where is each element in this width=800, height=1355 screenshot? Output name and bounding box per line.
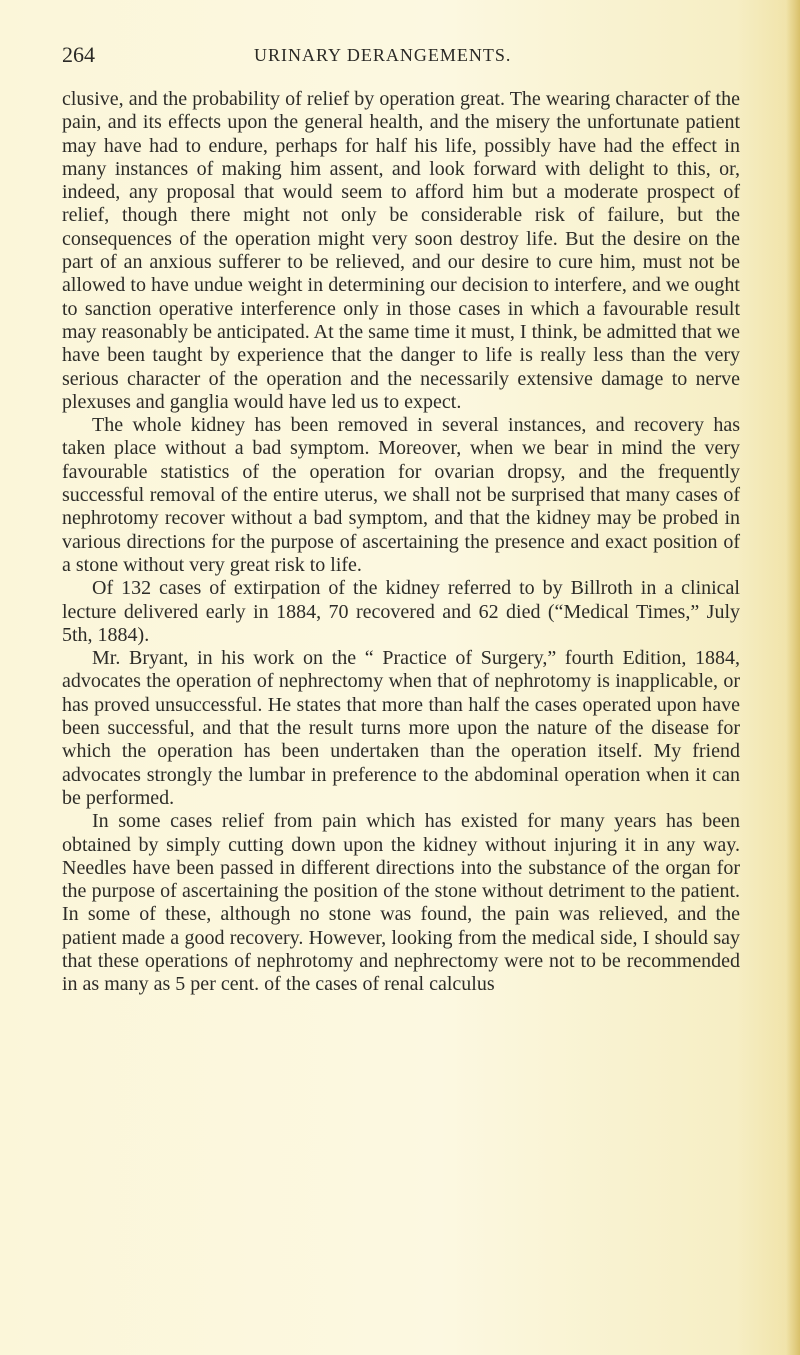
- page-edge: [786, 0, 800, 1355]
- paragraph: clusive, and the probability of relief by operation great. The wearing character of the pain, and its effects upon the general health, and the misery the unfortunate patient may have had to endure, perhaps for half his life, possibly have had the effect in many instances of making him assent, and look forward with delight to this, or, indeed, any proposal that would seem to afford him but a moderate prospect of relief, though there might not only be considerable risk of failure, but the consequences of the operation might very soon destroy life. But the desire on the part of an anxious sufferer to be relieved, and our desire to cure him, must not be allowed to have undue weight in determining our decision to interfere, and we ought to sanction operative interference only in those cases in which a favourable result may reasonably be anticipated. At the same time it must, I think, be admitted that we have been taught by experience that the danger to life is really less than the very serious character of the operation and the necessarily extensive damage to nerve plexuses and ganglia would have led us to expect.: [62, 88, 740, 413]
- page-number: 264: [62, 42, 95, 67]
- paragraph: The whole kidney has been removed in several instances, and recovery has taken place without a bad symptom. Moreover, when we bear in mind the very favourable statistics of the operation for ovarian dropsy, and the frequently successful removal of the entire uterus, we shall not be surprised that many cases of nephrotomy recover without a bad symptom, and that the kidney may be probed in various directions for the purpose of ascertaining the presence and exact position of a stone without very great risk to life.: [62, 414, 740, 576]
- paragraph: Mr. Bryant, in his work on the “ Practice of Surgery,” fourth Edition, 1884, advocates the operation of nephrectomy when that of nephrotomy is inapplicable, or has proved unsuccessful. He states that more than half the cases operated upon have been successful, and that the result turns more upon the nature of the disease for which the operation has been undertaken than the operation itself. My friend advocates strongly the lumbar in preference to the abdominal operation when it can be performed.: [62, 647, 740, 809]
- running-title: URINARY DERANGEMENTS.: [254, 45, 512, 65]
- body-text: [62, 88, 740, 997]
- paragraph: In some cases relief from pain which has existed for many years has been obtained by simply cutting down upon the kidney without injuring it in any way. Needles have been passed in different directions into the substance of the organ for the purpose of ascertaining the position of the stone without detriment to the patient. In some of these, although no stone was found, the pain was relieved, and the patient made a good recovery. However, looking from the medical side, I should say that these operations of nephrotomy and nephrectomy were not to be recommended in as many as 5 per cent. of the cases of renal calculus: [62, 810, 740, 996]
- page-header: [62, 42, 742, 72]
- paragraph: Of 132 cases of extirpation of the kidney referred to by Billroth in a clinical lecture delivered early in 1884, 70 recovered and 62 died (“Medical Times,” July 5th, 1884).: [62, 577, 740, 646]
